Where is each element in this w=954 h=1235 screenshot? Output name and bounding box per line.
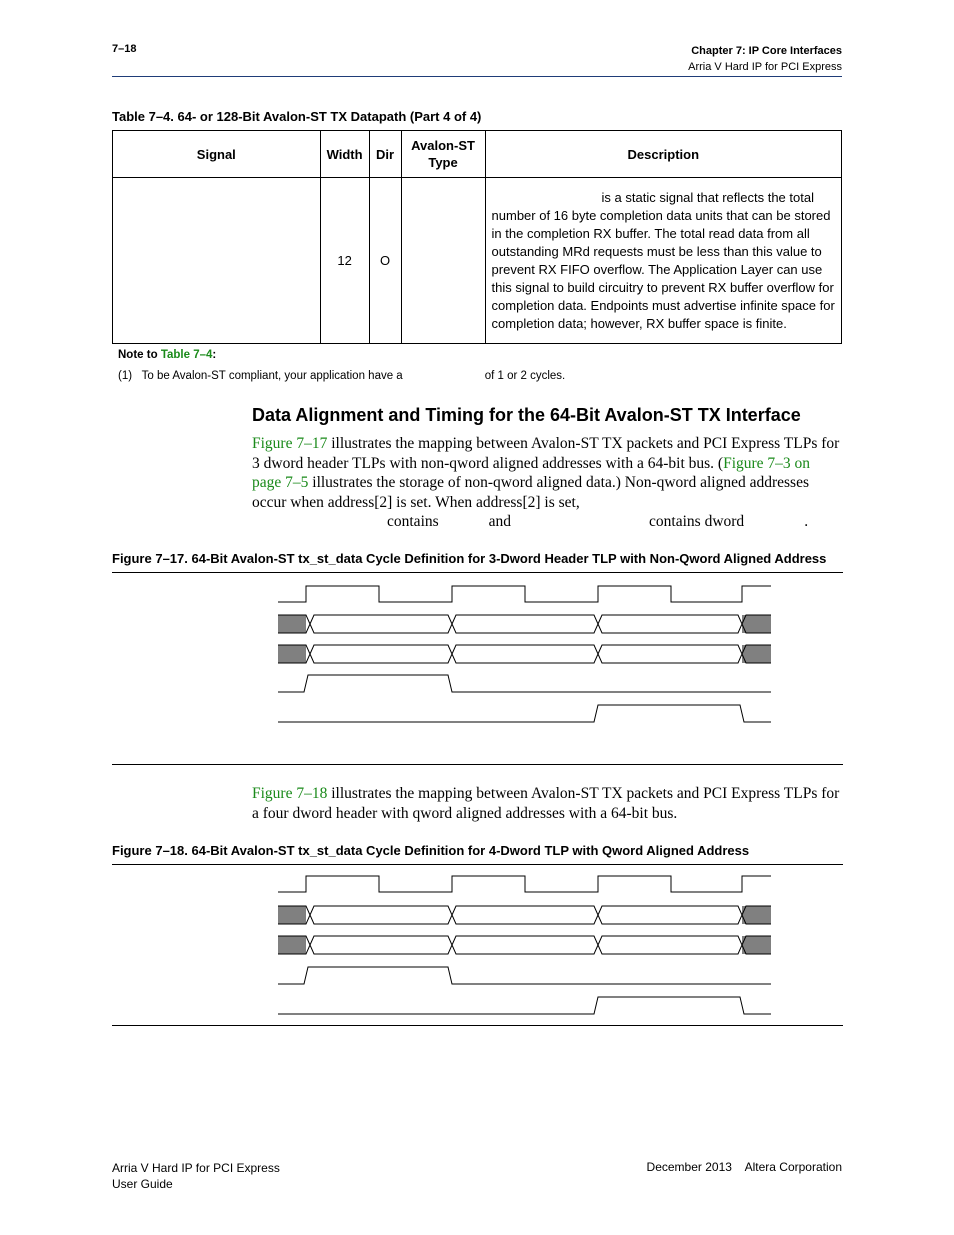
clock-waveform bbox=[278, 876, 771, 892]
table-header-row bbox=[113, 131, 842, 178]
header-rule bbox=[112, 76, 842, 77]
table-note: (1) To be Avalon-ST compliant, your application have a of 1 or 2 cycles. bbox=[118, 370, 566, 382]
column-header-type: Avalon-ST Type bbox=[401, 131, 485, 178]
cell-signal bbox=[113, 178, 321, 344]
figure-top-rule bbox=[112, 572, 843, 573]
column-header-description: Description bbox=[485, 131, 841, 178]
figure-7-17-caption: Figure 7–17. 64-Bit Avalon-ST tx_st_data Cycle Definition for 3-Dword Header TLP with Non-Qword Aligned Address bbox=[112, 551, 827, 566]
figure-7-17-waveform bbox=[276, 582, 776, 728]
figure-bottom-rule bbox=[112, 1025, 843, 1026]
footer-doc-type: User Guide bbox=[112, 1177, 173, 1191]
table-row bbox=[113, 178, 842, 344]
cell-description: is a static signal that reflects the total number of 16 byte completion data units that can be stored in the completion RX buffer. The total read data from all outstanding MRd requests must be less than this value to prevent RX FIFO overflow. The Application Layer can use this signal to build circuitry to prevent RX buffer overflow for completion data. Endpoints must advertise infinite space for completion data; however, RX buffer space is finite. bbox=[485, 178, 841, 344]
end-of-packet-waveform bbox=[278, 997, 771, 1014]
data-bus-waveform bbox=[278, 645, 771, 663]
footer-book-title: Arria V Hard IP for PCI Express bbox=[112, 1161, 280, 1175]
column-header-dir: Dir bbox=[369, 131, 401, 178]
data-bus-waveform bbox=[278, 936, 771, 954]
signal-table bbox=[112, 130, 842, 344]
figure-7-18-waveform bbox=[276, 872, 776, 1018]
footer-date-company: December 2013 Altera Corporation bbox=[646, 1160, 842, 1174]
running-header bbox=[688, 43, 842, 75]
column-header-width: Width bbox=[320, 131, 369, 178]
table-caption: Table 7–4. 64- or 128-Bit Avalon-ST TX Datapath (Part 4 of 4) bbox=[112, 109, 482, 124]
start-of-packet-waveform bbox=[278, 675, 771, 692]
paragraph-figure-7-18: Figure 7–18 illustrates the mapping between Avalon-ST TX packets and PCI Express TLPs for a four dword header with qword aligned addresses with a 64-bit bus. bbox=[252, 785, 840, 822]
figure-top-rule bbox=[112, 864, 843, 865]
link-figure-7-17[interactable]: Figure 7–17 bbox=[252, 435, 328, 452]
footer-left bbox=[112, 1160, 280, 1192]
page-number: 7–18 bbox=[112, 43, 137, 55]
chapter-title: Chapter 7: IP Core Interfaces bbox=[691, 45, 842, 57]
end-of-packet-waveform bbox=[278, 705, 771, 722]
table-note-link[interactable]: Table 7–4 bbox=[160, 349, 213, 361]
paragraph-figure-7-17: Figure 7–17 illustrates the mapping between Avalon-ST TX packets and PCI Express TLPs for 3 dword header TLPs with non-qword aligned addresses with a 64-bit bus. (Figure 7–3 on page 7–5 illustrates the storage of non-qword aligned data.) Non-qword aligned addresses occur when address[2] is set. When address[2] is set, contains and contains dword . bbox=[252, 435, 840, 530]
cell-width: 12 bbox=[320, 178, 369, 344]
column-header-signal: Signal bbox=[113, 131, 321, 178]
cell-dir: O bbox=[369, 178, 401, 344]
section-heading: Data Alignment and Timing for the 64-Bit Avalon-ST TX Interface bbox=[252, 405, 801, 425]
link-figure-7-18[interactable]: Figure 7–18 bbox=[252, 785, 328, 802]
table-note-title: Note to Table 7–4: bbox=[118, 349, 217, 361]
data-bus-waveform bbox=[278, 615, 771, 633]
figure-7-18-caption: Figure 7–18. 64-Bit Avalon-ST tx_st_data Cycle Definition for 4-Dword TLP with Qword Aligned Address bbox=[112, 843, 750, 858]
figure-bottom-rule bbox=[112, 764, 843, 765]
clock-waveform bbox=[278, 586, 771, 602]
book-title: Arria V Hard IP for PCI Express bbox=[688, 61, 842, 73]
link-figure-7-3[interactable]: Figure 7–3 on page 7–5 bbox=[252, 454, 811, 491]
data-bus-waveform bbox=[278, 906, 771, 924]
start-of-packet-waveform bbox=[278, 967, 771, 984]
cell-type bbox=[401, 178, 485, 344]
